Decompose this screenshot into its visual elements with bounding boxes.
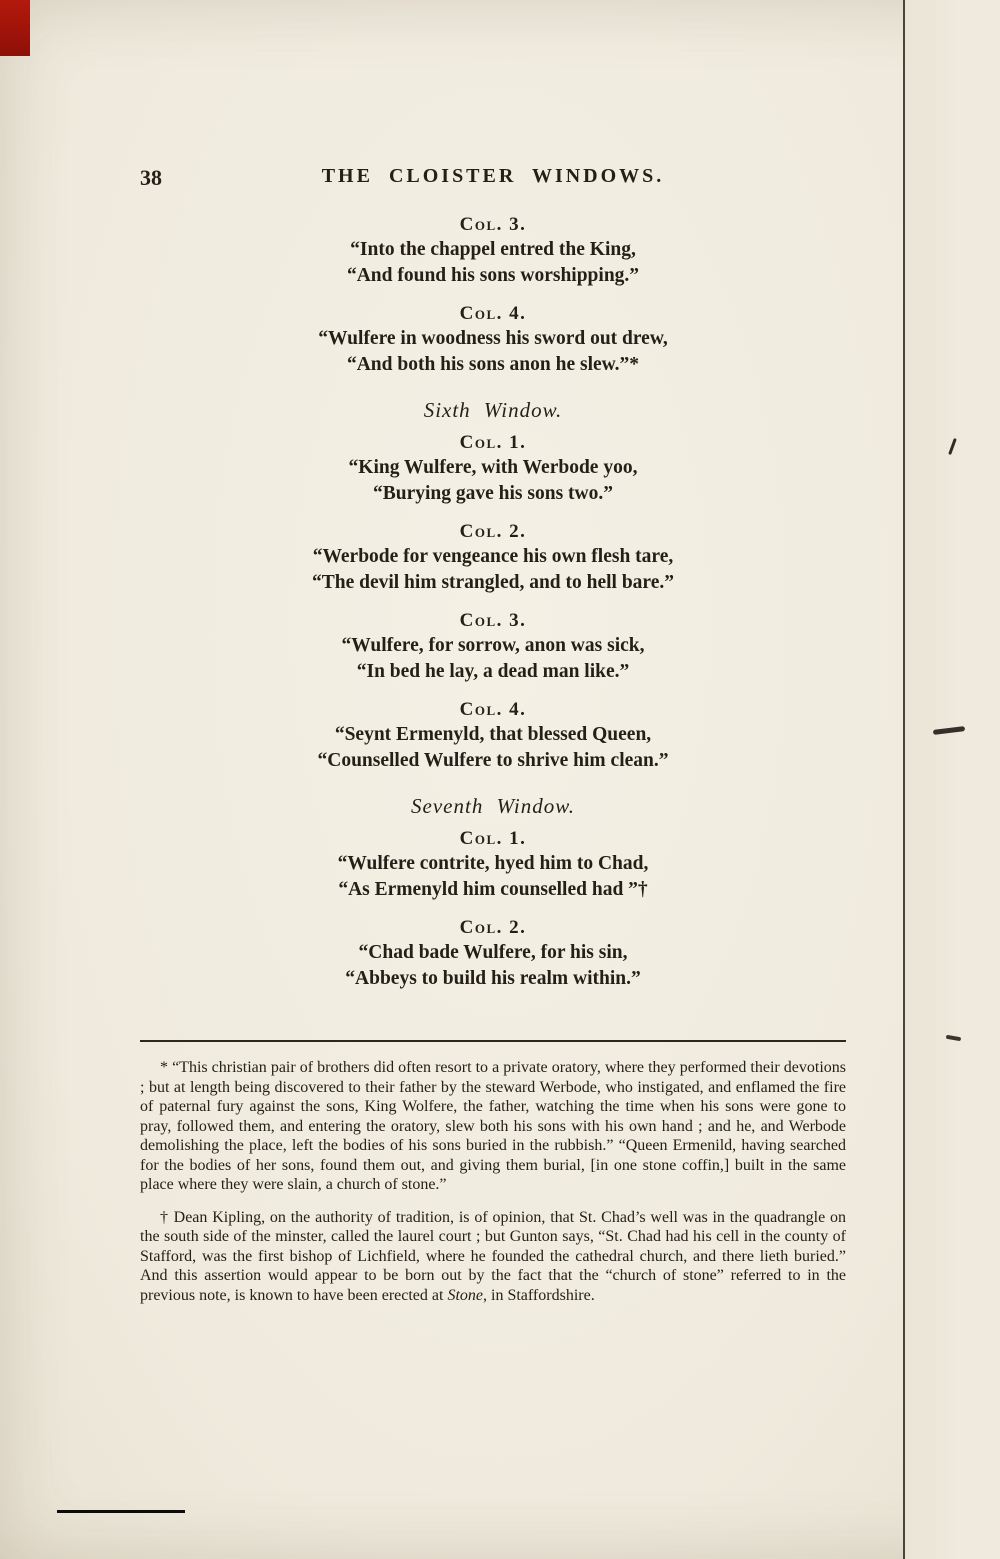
col-label: Col. 3. [459, 214, 527, 235]
red-corner-mark [0, 0, 30, 56]
verse-line: “Abbeys to build his realm within.” [345, 968, 641, 989]
page-number: 38 [140, 165, 162, 190]
verse-line: “Into the chappel entred the King, [350, 239, 636, 260]
verse-line: “Chad bade Wulfere, for his sin, [358, 942, 628, 963]
col-label: Col. 4. [459, 699, 527, 720]
verse-sections [140, 212, 846, 1004]
window-heading: Seventh Window. [411, 794, 575, 818]
col-block [140, 608, 846, 685]
verse-line: “And both his sons anon he slew.”* [346, 354, 640, 375]
col-label: Col. 2. [459, 917, 527, 938]
footnote-marker: † [160, 1208, 174, 1226]
col-block [140, 697, 846, 774]
verse-line: “The devil him strangled, and to hell bare.” [311, 572, 675, 593]
col-block [140, 915, 846, 992]
verse-line: “Wulfere in woodness his sword out drew, [318, 328, 668, 349]
footnote-text-italic: Stone [447, 1286, 483, 1304]
col-block [140, 519, 846, 596]
footnote-separator-rule [140, 1040, 846, 1042]
col-label: Col. 4. [459, 303, 527, 324]
footnotes [140, 1058, 846, 1305]
col-label: Col. 2. [459, 521, 527, 542]
verse-line: “Counselled Wulfere to shrive him clean.” [317, 750, 669, 771]
verse-line: “Werbode for vengeance his own flesh tare, [312, 546, 674, 567]
page-edge-shadow [905, 0, 1000, 1559]
verse-line: “King Wulfere, with Werbode yoo, [348, 457, 638, 478]
footnote-marker: * [160, 1059, 173, 1076]
footnote [140, 1058, 846, 1195]
window-heading: Sixth Window. [423, 398, 563, 422]
verse-line: “And found his sons worshipping.” [346, 265, 640, 286]
footnote [140, 1208, 846, 1306]
page-edge-line [903, 0, 905, 1559]
verse-line: “In bed he lay, a dead man like.” [356, 661, 630, 682]
verse-line: “As Ermenyld him counselled had ”† [338, 879, 648, 900]
footnote-text: , in Staffordshire. [483, 1286, 595, 1304]
col-block [140, 301, 846, 378]
verse-line: “Wulfere, for sorrow, anon was sick, [341, 635, 645, 656]
footnote-text: Dean Kipling, on the authority of tradition, is of opinion, that St. Chad’s well was in the quadrangle on the south side of the minster, called the laurel court ; but Gunton says, “St. Chad had his cell in the county of Stafford, was the first bishop of Lichfield, where he founded the cathedral church, and there lieth buried.” And this assertion would appear to be born out by the fact that the “church of stone” referred to in the previous note, is known to have been erected at [140, 1208, 847, 1304]
col-block [140, 430, 846, 507]
verse-line: “Seynt Ermenyld, that blessed Queen, [334, 724, 652, 745]
col-label: Col. 1. [459, 432, 527, 453]
bottom-ink-line [57, 1510, 185, 1513]
footnote-text: “This christian pair of brothers did often resort to a private oratory, where they performed their devotions ; but at length being discovered to their father by the steward Werbode, who instigated, and enflamed the fire of paternal fury against the sons, King Wolfere, the father, watching the time when his sons were gone to pray, followed them, and entering the oratory, slew both his sons with his own hand ; and he, and Werbode demolishing the place, left the bodies of his sons buried in the rubbish.” “Queen Ermenild, having searched for the bodies of her sons, found them out, and giving them burial, [in one stone coffin,] built in the same place where they were slain, a church of stone.” [140, 1059, 846, 1193]
page-header [140, 165, 846, 188]
col-label: Col. 3. [459, 610, 527, 631]
page-title: THE CLOISTER WINDOWS. [321, 165, 665, 187]
verse-line: “Burying gave his sons two.” [373, 483, 613, 504]
footnote-area [140, 1040, 846, 1318]
verse-line: “Wulfere contrite, hyed him to Chad, [337, 853, 649, 874]
col-block [140, 212, 846, 289]
col-block [140, 826, 846, 903]
col-label: Col. 1. [459, 828, 527, 849]
